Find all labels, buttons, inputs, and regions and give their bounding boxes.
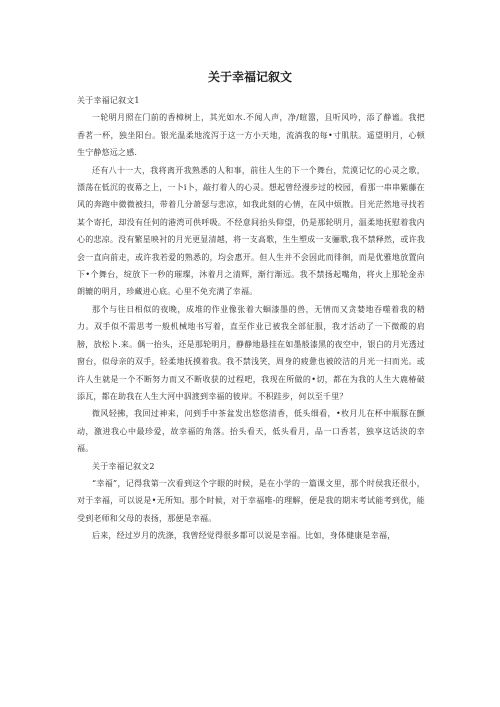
section-heading-2: 关于幸福记叙文2 (92, 461, 155, 471)
section-heading-1: 关于幸福记叙文1 (77, 96, 140, 105)
paragraph: 那个与往日相似的夜晚，成堆的作业像张着大蛔漆墨的兽，无情而又贪婪地吞噬着我的精力。双手似不需思考一般机械地书写着，直至作业已被我全部征服，我才活动了一下微酸的肩膀，放松卜.来。偶一抬头，还是那轮明月，静静地悬挂在如墨般漆黑的夜空中，银白的月光透过窗台，似母亲的双手，轻柔地抚摸着我。我不禁浅笑，周身的疲惫也被皎洁的月光一扫而光。或许人生就是一个不断努力而又不断收获的过程吧，我现在所做的•切，都在为我的人生大鹿椿破添瓦，都在助我在人生大河中泅渡到幸福的彼岸。不积跬步，何以至千里？ (77, 304, 425, 401)
paragraph: 还有八十一大，我将离开我熟悉的人和事，前往人生的下一个舞台，荒漠记忆的心灵之歌，漂荡在低沉的夜幕之上，一卜i卜，敲打着人的心灵。想起曾经漫步过的校园，看那一串串紫藤在风的奔跑中微微被扫，带着几分萧瑟与悲凉，如我此刻的心情，在风中烦散。目光茫然地寻找若某个寄托，却没有任何的港湾可供呼吸。不经意间抬头仰望，仍是那轮明月，温柔地抚慰着我内心的悲凉。没有繁星映衬的月光更显清越，将一支高歌，生生塑成一支骊歌,我不禁释然，或许我会一直向前走，或许我若爱的熟悉的，均会惠开。但人生并不会因此而徘徊，而是优雅地放置向下•个舞台，绽放下一秒的璀璨，沐着月之清辉，渐行渐远。我不禁扬起嘴角，将火上那轮金赤朗辘的明月，珍藏进心底。心里不免充满了幸福。 (77, 165, 425, 297)
paragraph: 微风轻拂，我回过神来，问到手中茶盆发出悠悠清香，低头细看，•枚月儿在杯中瓶豚在颤动，激进我心中最珍爱，故幸福的角落。抬头看天，低头看月，品一口香茗，独享这话淡的幸福。 (77, 409, 425, 454)
paragraph: “幸福”，记得我第一次看到这个字眼的时候，是在小学的一篇课文里，那个时侯我还很小，对于幸福，可以说是•无所知。那个时候，对于幸福唯-的理解，便是我的期末考试能考到优，能受到老师和父母的表扬，那便是幸福。 (77, 478, 425, 523)
paragraph: 一轮明月照在门前的香樟树上，其光如水.不闻人声，净/暄嚣，且听风吟，添了静谧。我把香茗一杯，独坐阳台。银光温柔地流泻于这一方小天地，流淌我的每•寸肌肤。遥望明月，心顿生宁静悠远之感. (77, 113, 425, 158)
document-body (77, 92, 425, 545)
paragraph: 后来，经过岁月的洗涤，我曾经觉得很多都可以说是幸福。比如，身体健康是幸福， (92, 531, 396, 541)
document-title: 关于幸福记叙文 (207, 70, 292, 84)
